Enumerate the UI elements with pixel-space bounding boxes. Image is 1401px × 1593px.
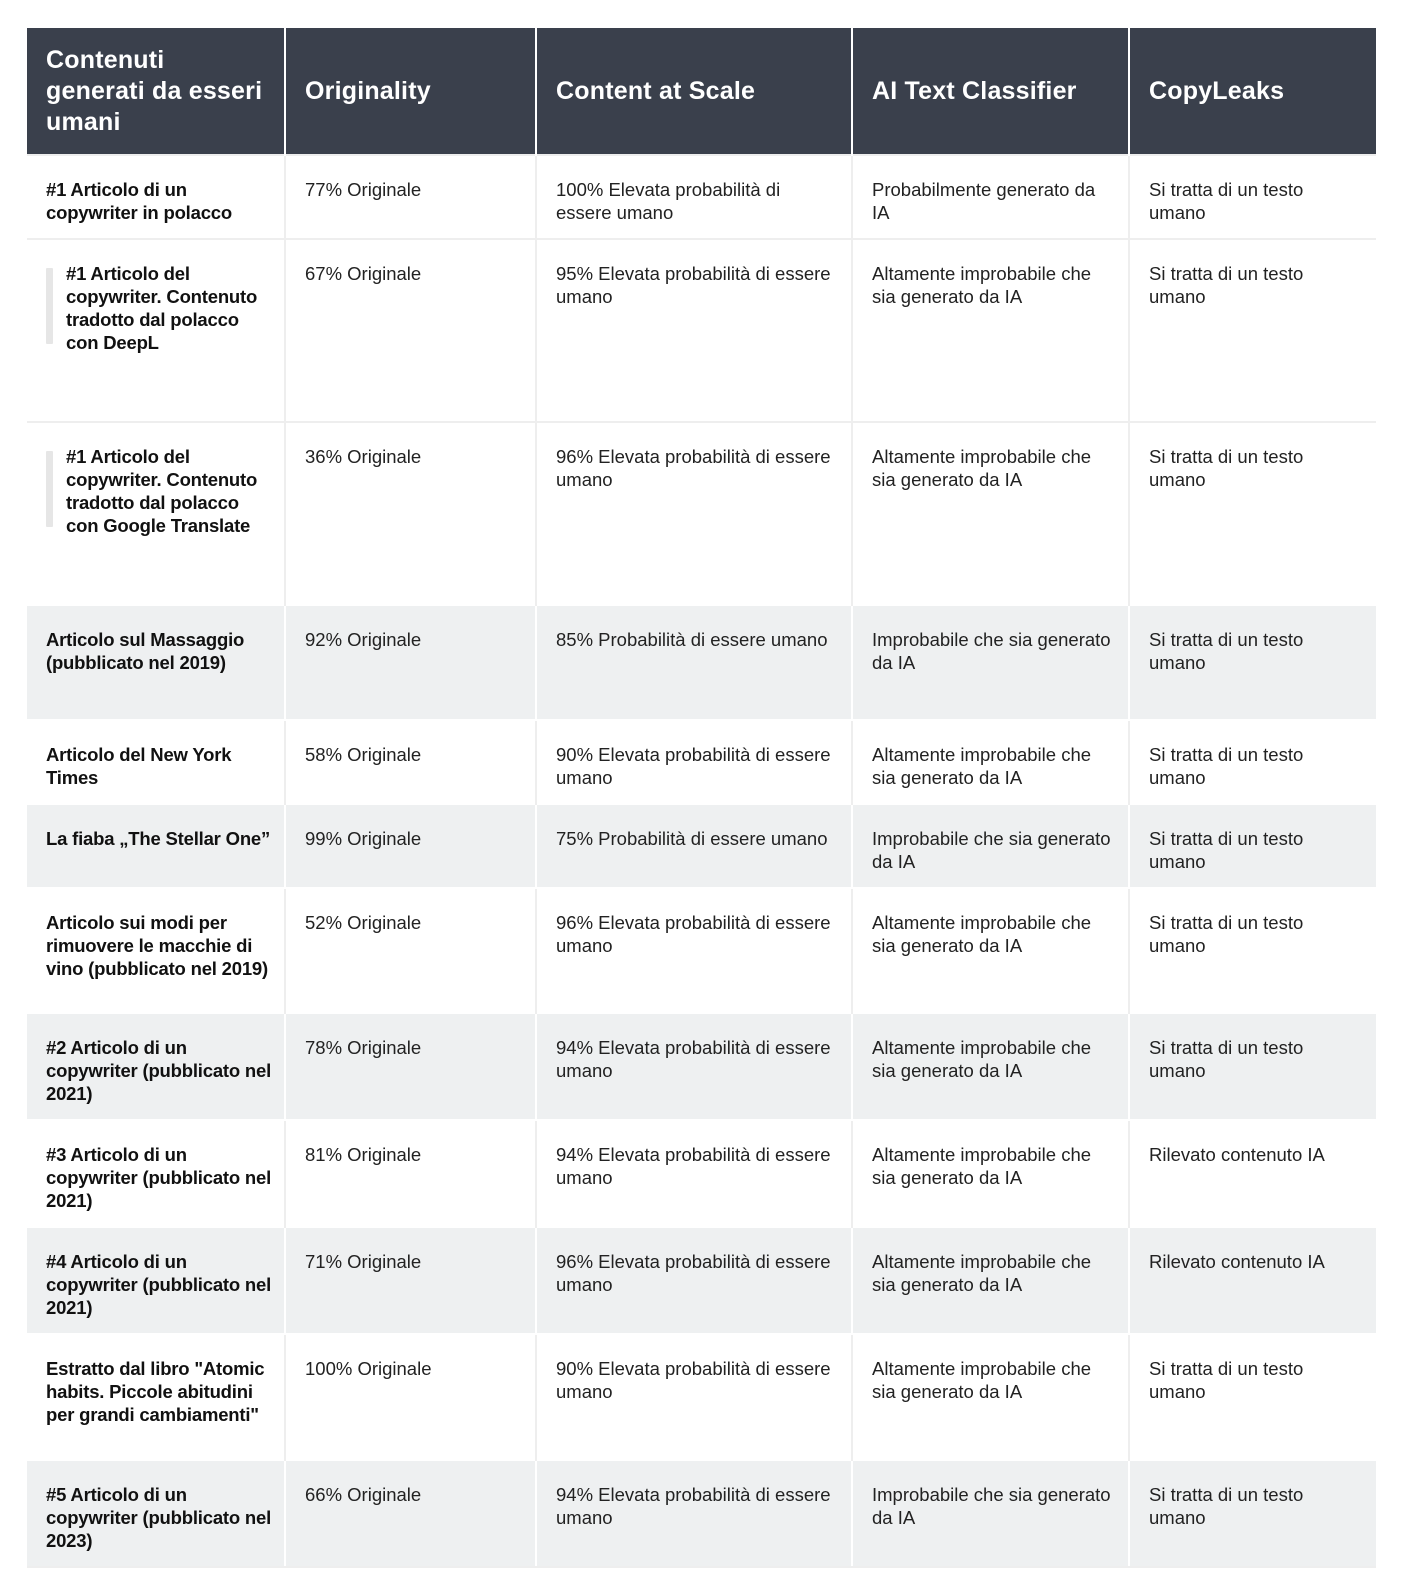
cell-copyleaks: Si tratta di un testo umano (1129, 888, 1376, 1013)
cell-copyleaks: Si tratta di un testo umano (1129, 1460, 1376, 1567)
cell-ai-text-classifier: Probabilmente generato da IA (852, 155, 1129, 239)
cell-originality: 100% Originale (285, 1334, 536, 1460)
table-body (27, 155, 1376, 1567)
table-row (27, 1460, 1376, 1567)
table-header (27, 28, 1376, 155)
cell-ai-text-classifier: Altamente improbabile che sia generato da IA (852, 1227, 1129, 1334)
cell-content: Articolo sul Massaggio (pubblicato nel 2019) (27, 605, 285, 720)
table-row (27, 422, 1376, 605)
cell-content-at-scale: 94% Elevata probabilità di essere umano (536, 1120, 852, 1227)
table-row (27, 1227, 1376, 1334)
cell-originality: 52% Originale (285, 888, 536, 1013)
cell-copyleaks: Si tratta di un testo umano (1129, 804, 1376, 888)
table-row (27, 888, 1376, 1013)
cell-content-text: #1 Articolo del copywriter. Contenuto tradotto dal polacco con Google Translate (66, 446, 258, 536)
cell-originality: 78% Originale (285, 1013, 536, 1120)
cell-content-at-scale: 100% Elevata probabilità di essere umano (536, 155, 852, 239)
cell-copyleaks: Si tratta di un testo umano (1129, 239, 1376, 422)
cell-content-at-scale: 85% Probabilità di essere umano (536, 605, 852, 720)
table-row (27, 605, 1376, 720)
cell-content: Estratto dal libro "Atomic habits. Piccole abitudini per grandi cambiamenti" (27, 1334, 285, 1460)
cell-content-at-scale: 75% Probabilità di essere umano (536, 804, 852, 888)
cell-ai-text-classifier: Improbabile che sia generato da IA (852, 804, 1129, 888)
cell-originality: 58% Originale (285, 720, 536, 804)
cell-content: Articolo del New York Times (27, 720, 285, 804)
cell-content: #5 Articolo di un copywriter (pubblicato nel 2023) (27, 1460, 285, 1567)
cell-content: La fiaba „The Stellar One” (27, 804, 285, 888)
cell-content: #2 Articolo di un copywriter (pubblicato nel 2021) (27, 1013, 285, 1120)
cell-ai-text-classifier: Altamente improbabile che sia generato da IA (852, 239, 1129, 422)
table-row (27, 1120, 1376, 1227)
cell-originality: 92% Originale (285, 605, 536, 720)
cell-copyleaks: Si tratta di un testo umano (1129, 1334, 1376, 1460)
header-row (27, 28, 1376, 155)
table-row (27, 804, 1376, 888)
indented-subitem (46, 445, 274, 537)
header-content-at-scale: Content at Scale (536, 28, 852, 155)
cell-content-at-scale: 96% Elevata probabilità di essere umano (536, 888, 852, 1013)
cell-content-at-scale: 94% Elevata probabilità di essere umano (536, 1460, 852, 1567)
comparison-table-container (27, 28, 1376, 1568)
cell-content-at-scale: 96% Elevata probabilità di essere umano (536, 422, 852, 605)
header-originality: Originality (285, 28, 536, 155)
cell-copyleaks: Si tratta di un testo umano (1129, 605, 1376, 720)
table-row (27, 155, 1376, 239)
cell-ai-text-classifier: Improbabile che sia generato da IA (852, 1460, 1129, 1567)
cell-content-at-scale: 94% Elevata probabilità di essere umano (536, 1013, 852, 1120)
cell-copyleaks: Rilevato contenuto IA (1129, 1227, 1376, 1334)
cell-content: #1 Articolo di un copywriter in polacco (27, 155, 285, 239)
cell-content (27, 239, 285, 422)
cell-originality: 67% Originale (285, 239, 536, 422)
indent-bar (46, 451, 53, 527)
cell-ai-text-classifier: Altamente improbabile che sia generato da IA (852, 1013, 1129, 1120)
cell-content: #3 Articolo di un copywriter (pubblicato nel 2021) (27, 1120, 285, 1227)
header-ai-text-classifier: AI Text Classifier (852, 28, 1129, 155)
cell-content-at-scale: 95% Elevata probabilità di essere umano (536, 239, 852, 422)
indent-bar (46, 268, 53, 344)
cell-copyleaks: Rilevato contenuto IA (1129, 1120, 1376, 1227)
table-row (27, 1334, 1376, 1460)
cell-copyleaks: Si tratta di un testo umano (1129, 155, 1376, 239)
cell-originality: 99% Originale (285, 804, 536, 888)
cell-content: Articolo sui modi per rimuovere le macchie di vino (pubblicato nel 2019) (27, 888, 285, 1013)
cell-copyleaks: Si tratta di un testo umano (1129, 720, 1376, 804)
cell-ai-text-classifier: Altamente improbabile che sia generato da IA (852, 720, 1129, 804)
table-row (27, 1013, 1376, 1120)
cell-content-text: #1 Articolo del copywriter. Contenuto tradotto dal polacco con DeepL (66, 263, 258, 353)
cell-originality: 71% Originale (285, 1227, 536, 1334)
cell-content-at-scale: 90% Elevata probabilità di essere umano (536, 720, 852, 804)
cell-content-at-scale: 90% Elevata probabilità di essere umano (536, 1334, 852, 1460)
header-copyleaks: CopyLeaks (1129, 28, 1376, 155)
cell-originality: 36% Originale (285, 422, 536, 605)
ai-detection-comparison-table (27, 28, 1376, 1568)
indented-subitem (46, 262, 274, 354)
cell-ai-text-classifier: Altamente improbabile che sia generato da IA (852, 888, 1129, 1013)
table-row (27, 720, 1376, 804)
cell-content: #4 Articolo di un copywriter (pubblicato nel 2021) (27, 1227, 285, 1334)
cell-originality: 81% Originale (285, 1120, 536, 1227)
cell-ai-text-classifier: Improbabile che sia generato da IA (852, 605, 1129, 720)
cell-copyleaks: Si tratta di un testo umano (1129, 1013, 1376, 1120)
header-content: Contenuti generati da esseri umani (27, 28, 285, 155)
cell-originality: 77% Originale (285, 155, 536, 239)
cell-copyleaks: Si tratta di un testo umano (1129, 422, 1376, 605)
cell-ai-text-classifier: Altamente improbabile che sia generato da IA (852, 422, 1129, 605)
cell-content-at-scale: 96% Elevata probabilità di essere umano (536, 1227, 852, 1334)
table-row (27, 239, 1376, 422)
cell-originality: 66% Originale (285, 1460, 536, 1567)
cell-ai-text-classifier: Altamente improbabile che sia generato da IA (852, 1120, 1129, 1227)
cell-content (27, 422, 285, 605)
cell-ai-text-classifier: Altamente improbabile che sia generato da IA (852, 1334, 1129, 1460)
